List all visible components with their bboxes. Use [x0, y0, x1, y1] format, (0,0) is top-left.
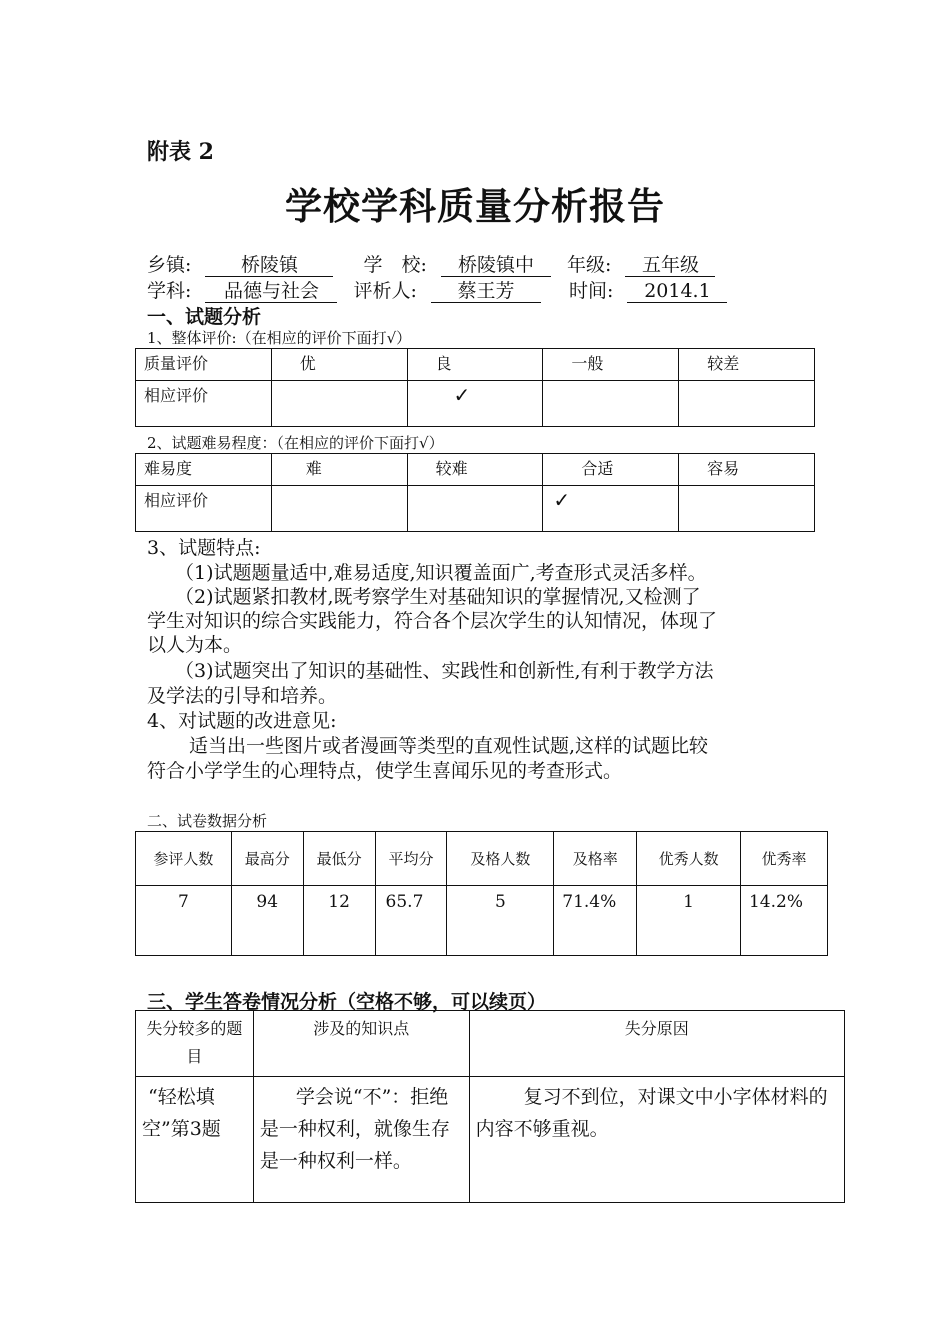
time-label: 时间: — [569, 280, 614, 302]
town-label: 乡镇: — [147, 254, 192, 276]
feature-2-line-2: 学生对知识的综合实践能力，符合各个层次学生的认知情况，体现了 — [147, 610, 718, 632]
table-cell — [543, 486, 679, 532]
table-cell: 相应评价 — [136, 381, 272, 427]
difficulty-caption: 2、试题难易程度：（在相应的评价下面打√） — [147, 434, 444, 452]
improve-line-1: 适当出一些图片或者漫画等类型的直观性试题,这样的试题比较 — [189, 735, 709, 757]
info-row-2 — [147, 276, 727, 303]
table-header-cell: 最低分 — [303, 832, 375, 886]
grade-value: 五年级 — [625, 254, 715, 277]
feature-3-line-2: 及学法的引导和培养。 — [147, 685, 338, 707]
table-cell — [543, 381, 679, 427]
analyst-label: 评析人: — [353, 280, 417, 302]
overall-evaluation-table — [135, 348, 815, 427]
table-header-cell: 失分较多的题目 — [136, 1011, 254, 1077]
section2-heading: 二、试卷数据分析 — [147, 812, 268, 830]
table-cell — [271, 381, 407, 427]
improve-heading: 4、对试题的改进意见: — [147, 710, 337, 732]
table-header-cell: 及格人数 — [447, 832, 554, 886]
table-cell: 12 — [303, 886, 375, 956]
table-cell: 容易 — [679, 454, 815, 486]
table-cell: 质量评价 — [136, 349, 272, 381]
table-cell: 学会说“不”：拒绝是一种权利，就像生存是一种权利一样。 — [253, 1077, 469, 1203]
table-cell: 1 — [637, 886, 741, 956]
table-header-cell: 参评人数 — [136, 832, 232, 886]
annex-label: 附表 2 — [147, 139, 214, 165]
table-cell: “轻松填空”第3题 — [136, 1077, 254, 1203]
table-cell: 94 — [231, 886, 303, 956]
school-value: 桥陵镇中 — [441, 254, 551, 277]
feature-3-line-1: （3)试题突出了知识的基础性、实践性和创新性,有利于教学方法 — [175, 660, 714, 682]
check-mark-icon: ✓ — [453, 383, 471, 407]
subject-label: 学科: — [147, 280, 192, 302]
features-heading: 3、试题特点: — [147, 537, 261, 559]
table-cell: 较差 — [679, 349, 815, 381]
town-value: 桥陵镇 — [205, 254, 333, 277]
table-cell — [679, 486, 815, 532]
overall-caption: 1、整体评价:（在相应的评价下面打√） — [147, 329, 412, 347]
analyst-value: 蔡王芳 — [431, 280, 541, 303]
time-value: 2014.1 — [627, 280, 727, 303]
table-header-cell: 平均分 — [375, 832, 447, 886]
table-cell: 71.4% — [554, 886, 637, 956]
difficulty-table — [135, 453, 815, 532]
feature-1: （1)试题题量适中,难易适度,知识覆盖面广,考查形式灵活多样。 — [175, 562, 707, 584]
feature-2-line-1: （2)试题紧扣教材,既考察学生对基础知识的掌握情况,又检测了 — [175, 586, 701, 608]
check-mark-icon: ✓ — [553, 488, 571, 512]
info-row-1 — [147, 250, 715, 277]
table-cell: 65.7 — [375, 886, 447, 956]
answer-analysis-table — [135, 1010, 845, 1203]
table-header-cell: 及格率 — [554, 832, 637, 886]
table-cell — [679, 381, 815, 427]
table-cell: 难易度 — [136, 454, 272, 486]
table-header-cell: 优秀人数 — [637, 832, 741, 886]
table-cell: 一般 — [543, 349, 679, 381]
table-cell — [407, 381, 543, 427]
table-cell — [271, 486, 407, 532]
table-cell: 7 — [136, 886, 232, 956]
improve-line-2: 符合小学学生的心理特点，使学生喜闻乐见的考查形式。 — [147, 760, 623, 782]
feature-2-line-3: 以人为本。 — [147, 634, 243, 656]
table-cell: 良 — [407, 349, 543, 381]
school-label: 学 校: — [363, 254, 427, 276]
table-header-cell: 优秀率 — [740, 832, 827, 886]
subject-value: 品德与社会 — [205, 280, 337, 303]
table-cell: 难 — [271, 454, 407, 486]
table-cell: 相应评价 — [136, 486, 272, 532]
table-cell: 优 — [271, 349, 407, 381]
score-data-table — [135, 831, 828, 956]
table-header-cell: 失分原因 — [469, 1011, 844, 1077]
table-cell: 复习不到位，对课文中小字体材料的内容不够重视。 — [469, 1077, 844, 1203]
page-title: 学校学科质量分析报告 — [285, 184, 665, 228]
table-header-cell: 涉及的知识点 — [253, 1011, 469, 1077]
table-header-cell: 最高分 — [231, 832, 303, 886]
section3-heading: 三、学生答卷情况分析（空格不够，可以续页） — [147, 991, 547, 1013]
table-cell — [407, 486, 543, 532]
grade-label: 年级: — [567, 254, 612, 276]
table-cell: 14.2% — [740, 886, 827, 956]
table-cell: 较难 — [407, 454, 543, 486]
section1-heading: 一、试题分析 — [147, 306, 262, 328]
table-cell: 合适 — [543, 454, 679, 486]
table-cell: 5 — [447, 886, 554, 956]
